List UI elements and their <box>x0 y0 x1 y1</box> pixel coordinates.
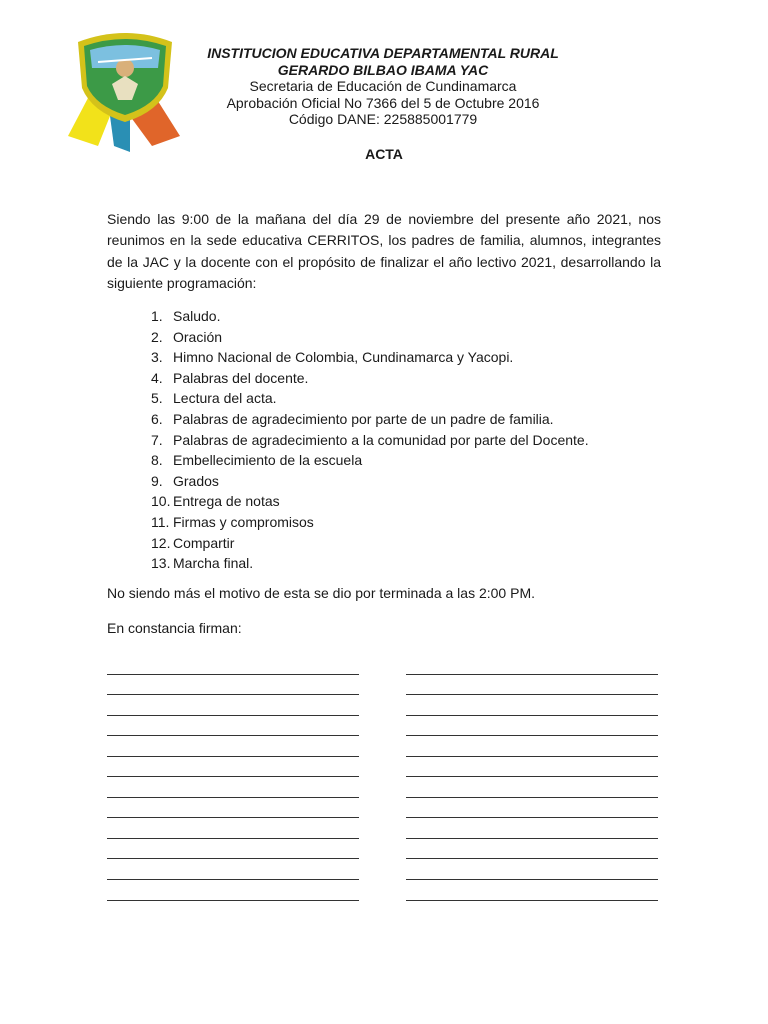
signature-line <box>406 701 658 722</box>
signature-line <box>406 681 658 702</box>
agenda-item-text: Compartir <box>173 534 235 551</box>
agenda-item-number: 4. <box>151 369 163 386</box>
signature-line <box>107 763 359 784</box>
secretaria-line: Secretaria de Educación de Cundinamarca <box>249 78 517 94</box>
agenda-item <box>151 388 589 409</box>
agenda-item <box>151 430 589 451</box>
agenda-item <box>151 512 589 533</box>
signature-line <box>107 804 359 825</box>
signature-line <box>107 660 359 681</box>
signature-line <box>107 824 359 845</box>
agenda-item-text: Marcha final. <box>173 555 254 572</box>
constancia-label: En constancia firman: <box>107 620 242 636</box>
institution-name-1: INSTITUCION EDUCATIVA DEPARTAMENTAL RURAL <box>207 45 559 61</box>
agenda-item-number: 1. <box>151 308 163 324</box>
agenda-item <box>151 368 589 389</box>
signature-line <box>406 886 658 907</box>
agenda-item-text: Entrega de notas <box>173 493 280 510</box>
signature-line <box>107 845 359 866</box>
signature-column-left <box>107 660 359 907</box>
agenda-list <box>151 306 589 574</box>
agenda-item-text: Grados <box>173 472 219 489</box>
signature-line <box>107 701 359 722</box>
agenda-item-number: 6. <box>151 410 163 427</box>
agenda-item-text: Himno Nacional de Colombia, Cundinamarca y Yacopi. <box>173 349 514 366</box>
agenda-item <box>151 327 589 348</box>
signature-line <box>406 742 658 763</box>
agenda-item <box>151 306 589 327</box>
agenda-item <box>151 471 589 492</box>
signature-line <box>406 783 658 804</box>
signature-line <box>406 865 658 886</box>
signature-line <box>406 845 658 866</box>
signature-line <box>406 722 658 743</box>
agenda-item-text: Saludo. <box>173 308 221 324</box>
signature-line <box>107 865 359 886</box>
agenda-item-number: 8. <box>151 452 163 469</box>
signature-line <box>107 681 359 702</box>
figure-head <box>116 59 134 77</box>
signature-line <box>406 763 658 784</box>
agenda-item-number: 5. <box>151 390 163 407</box>
dane-code-line: Código DANE: 225885001779 <box>288 111 478 127</box>
agenda-item <box>151 491 589 512</box>
agenda-item <box>151 450 589 471</box>
agenda-item-text: Lectura del acta. <box>173 390 277 407</box>
agenda-item-text: Palabras de agradecimiento por parte de un padre de familia. <box>173 410 554 427</box>
closing-statement: No siendo más el motivo de esta se dio por terminada a las 2:00 PM. <box>107 585 535 601</box>
signature-line <box>107 742 359 763</box>
agenda-item <box>151 347 589 368</box>
agenda-item-number: 13. <box>151 555 171 572</box>
signature-line <box>406 824 658 845</box>
school-crest-logo <box>68 28 182 152</box>
agenda-item-text: Palabras de agradecimiento a la comunidad por parte del Docente. <box>173 431 589 448</box>
aprobacion-line: Aprobación Oficial No 7366 del 5 de Octubre 2016 <box>226 94 540 111</box>
signature-line <box>107 886 359 907</box>
agenda-item <box>151 553 589 574</box>
agenda-item <box>151 409 589 430</box>
institution-name-2: GERARDO BILBAO IBAMA YAC <box>277 61 489 78</box>
agenda-item-number: 12. <box>151 534 171 551</box>
agenda-item-number: 10. <box>151 493 171 510</box>
agenda-item-number: 7. <box>151 431 163 448</box>
signature-line <box>107 722 359 743</box>
signature-line <box>107 783 359 804</box>
intro-paragraph: Siendo las 9:00 de la mañana del día 29 de noviembre del presente año 2021, nos reunimos en la sede educativa CERRITOS, los padres de familia, alumnos, integrantes de la JAC y la docente con el propósito de finalizar el año lectivo 2021, desarrollando la siguiente programación: <box>107 211 661 291</box>
agenda-item-number: 11. <box>151 513 170 530</box>
agenda-item-number: 3. <box>151 349 163 366</box>
institution-header <box>190 45 576 128</box>
agenda-item-text: Palabras del docente. <box>173 369 309 386</box>
agenda-item-text: Oración <box>173 328 223 345</box>
signature-column-right <box>406 660 658 907</box>
agenda-item-text: Embellecimiento de la escuela <box>173 452 363 469</box>
agenda-item-text: Firmas y compromisos <box>173 513 314 530</box>
signature-line <box>406 804 658 825</box>
agenda-item-number: 9. <box>151 472 163 489</box>
agenda-item <box>151 533 589 554</box>
agenda-item-number: 2. <box>151 328 163 345</box>
signature-line <box>406 660 658 681</box>
document-title: ACTA <box>365 146 403 162</box>
